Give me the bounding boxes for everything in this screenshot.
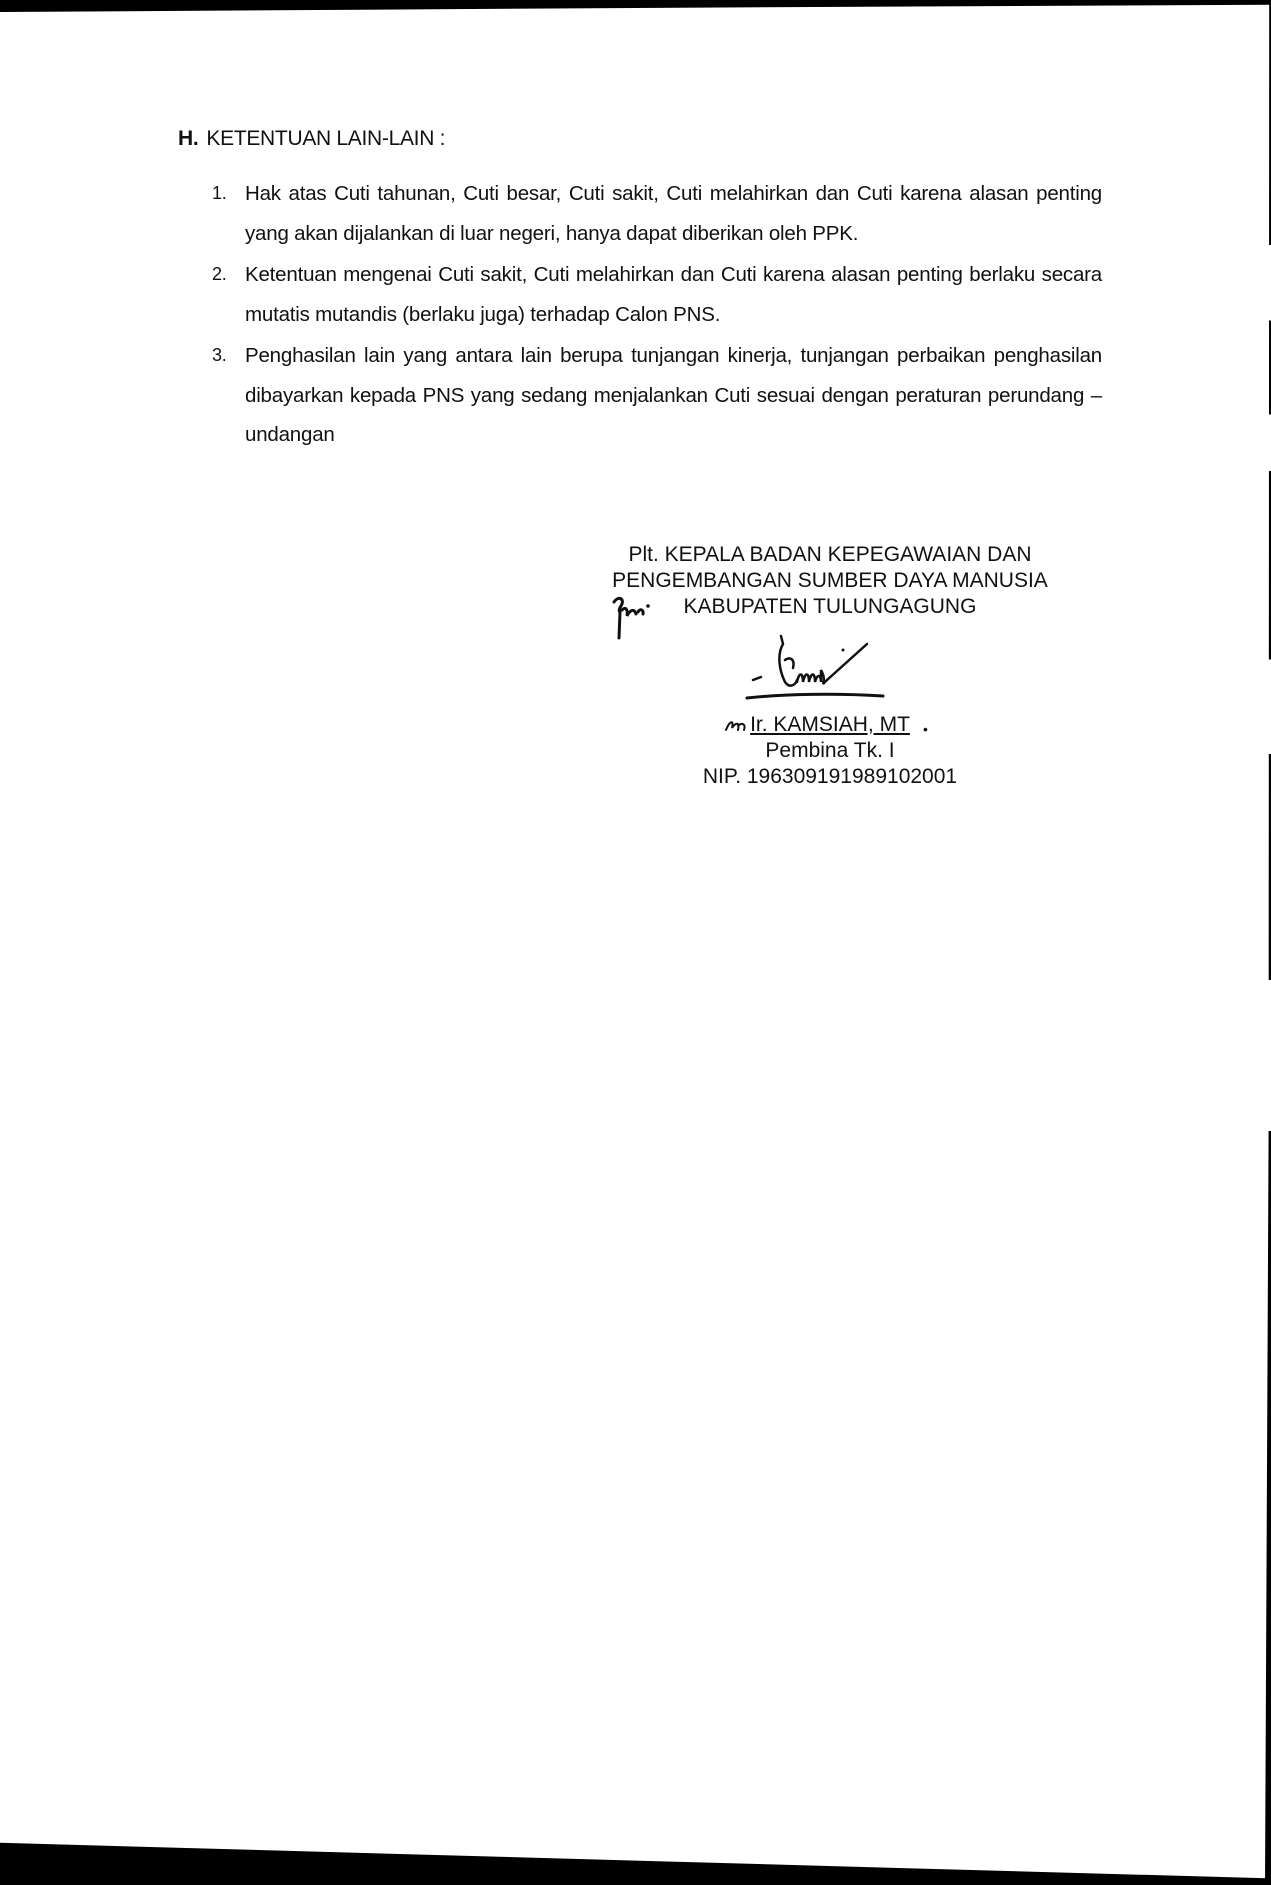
section-heading [178,127,445,151]
name-paraf-icon [724,714,748,736]
list-item-number: 3. [212,345,227,365]
signatory-name-row [750,712,928,738]
handwritten-signature-icon [725,630,935,712]
list-item-number: 2. [212,264,227,284]
mark-dot: • [923,721,928,737]
signatory-name: Ir. KAMSIAH, MT [750,713,910,736]
signatory-nip: NIP. 196309191989102001 [702,765,958,788]
signature-block [580,542,1080,790]
provisions-list [212,174,1102,457]
signatory-title-line-3: KABUPATEN TULUNGAGUNG [683,595,977,618]
list-item-number: 1. [212,183,227,203]
list-item-text: Penghasilan lain yang antara lain berupa tunjangan kinerja, tunjangan perbaikan penghasilan dibayarkan kepada PNS yang sedang menjalankan Cuti sesuai dengan peraturan perundang – undangan [245,344,1102,446]
list-item [212,255,1102,334]
list-item-text: Hak atas Cuti tahunan, Cuti besar, Cuti sakit, Cuti melahirkan dan Cuti karena alasan penting yang akan dijalankan di luar negeri, hanya dapat diberikan oleh PPK. [245,182,1102,245]
list-item [212,336,1102,455]
signatory-title-line-1: Plt. KEPALA BADAN KEPEGAWAIAN DAN [628,543,1032,566]
signatory-title-line-2: PENGEMBANGAN SUMBER DAYA MANUSIA [612,569,1048,592]
section-letter: H. [178,127,199,150]
signatory-rank: Pembina Tk. I [765,739,895,762]
paraf-initial-icon [610,594,650,642]
list-item-text: Ketentuan mengenai Cuti sakit, Cuti melahirkan dan Cuti karena alasan penting berlaku secara mutatis mutandis (berlaku juga) terhadap Calon PNS. [245,263,1102,326]
section-title: KETENTUAN LAIN-LAIN : [206,127,446,150]
list-item [212,174,1102,253]
